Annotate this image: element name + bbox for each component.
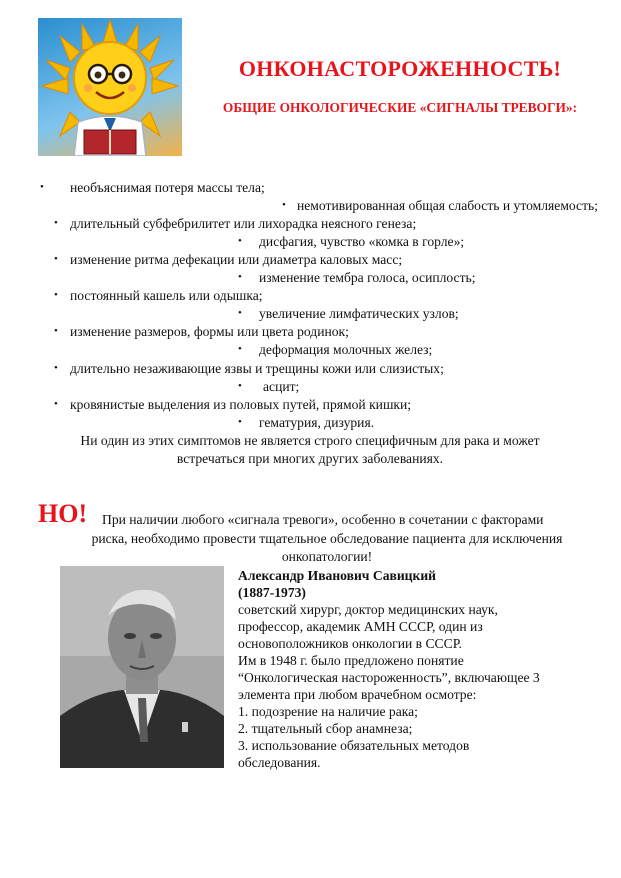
- list-item: увеличение лимфатических узлов;: [259, 306, 459, 321]
- bio-line: основоположников онкологии в СССР.: [238, 636, 462, 651]
- specificity-note: [40, 432, 580, 468]
- bio-line: советский хирург, доктор медицинских наук,: [238, 602, 498, 617]
- list-item: гематурия, дизурия.: [259, 415, 375, 430]
- bio-line: Им в 1948 г. было предложено понятие: [238, 653, 464, 668]
- bullet-icon: •: [54, 289, 58, 301]
- portrait-photo-icon: [60, 566, 224, 768]
- bullet-icon: •: [238, 380, 242, 392]
- list-item: постоянный кашель или одышка;: [70, 288, 263, 303]
- note-line: встречаться при многих других заболеваниях.: [176, 451, 444, 466]
- but-label: НО!: [38, 499, 88, 528]
- warning-text: [40, 530, 614, 566]
- page-subtitle: ОБЩИЕ ОНКОЛОГИЧЕСКИЕ «СИГНАЛЫ ТРЕВОГИ»:: [222, 100, 578, 115]
- bullet-icon: •: [54, 325, 58, 337]
- bullet-icon: •: [54, 362, 58, 374]
- bullet-icon: •: [238, 343, 242, 355]
- bullet-icon: •: [40, 181, 44, 193]
- bullet-icon: •: [238, 307, 242, 319]
- bio-years: (1887-1973): [238, 585, 306, 600]
- list-item: немотивированная общая слабость и утомляемость;: [297, 198, 599, 213]
- list-item: необъяснимая потеря массы тела;: [70, 180, 265, 195]
- bio-line: обследования.: [238, 755, 321, 770]
- sun-doctor-icon: [38, 18, 182, 156]
- onco-school-logo: [38, 18, 182, 156]
- bullet-icon: •: [282, 199, 286, 211]
- warning-line: риска, необходимо провести тщательное обследование пациента для исключения: [91, 531, 563, 546]
- bullet-icon: •: [238, 271, 242, 283]
- bio-line: элемента при любом врачебном осмотре:: [238, 687, 477, 702]
- bio-line: 1. подозрение на наличие рака;: [238, 704, 418, 719]
- list-item: дисфагия, чувство «комка в горле»;: [259, 234, 465, 249]
- list-item: деформация молочных желез;: [259, 342, 433, 357]
- bullet-icon: •: [54, 217, 58, 229]
- bio-name: Александр Иванович Савицкий: [238, 568, 436, 583]
- bio-line: 2. тщательный сбор анамнеза;: [238, 721, 413, 736]
- bullet-icon: •: [238, 416, 242, 428]
- list-item: длительный субфебрилитет или лихорадка неясного генеза;: [70, 216, 417, 231]
- page-title: ОНКОНАСТОРОЖЕННОСТЬ!: [238, 56, 562, 81]
- list-item: длительно незаживающие язвы и трещины кожи или слизистых;: [70, 361, 444, 376]
- bio-line: “Онкологическая настороженность”, включающее 3: [238, 670, 540, 685]
- list-item: кровянистые выделения из половых путей, прямой кишки;: [70, 397, 412, 412]
- list-item: изменение размеров, формы или цвета родинок;: [70, 324, 349, 339]
- bio-line: профессор, академик АМН СССР, один из: [238, 619, 483, 634]
- bullet-icon: •: [54, 253, 58, 265]
- note-line: Ни один из этих симптомов не является строго специфичным для рака и может: [80, 433, 540, 448]
- warning-line: онкопатологии!: [281, 549, 373, 564]
- list-item: изменение ритма дефекации или диаметра каловых масс;: [70, 252, 403, 267]
- bio-line: 3. использование обязательных методов: [238, 738, 470, 753]
- list-item: асцит;: [263, 379, 300, 394]
- list-item: изменение тембра голоса, осиплость;: [259, 270, 476, 285]
- warning-line: При наличии любого «сигнала тревоги», особенно в сочетании с факторами: [102, 512, 544, 527]
- bullet-icon: •: [238, 235, 242, 247]
- bullet-icon: •: [54, 398, 58, 410]
- savitsky-portrait: [60, 566, 224, 768]
